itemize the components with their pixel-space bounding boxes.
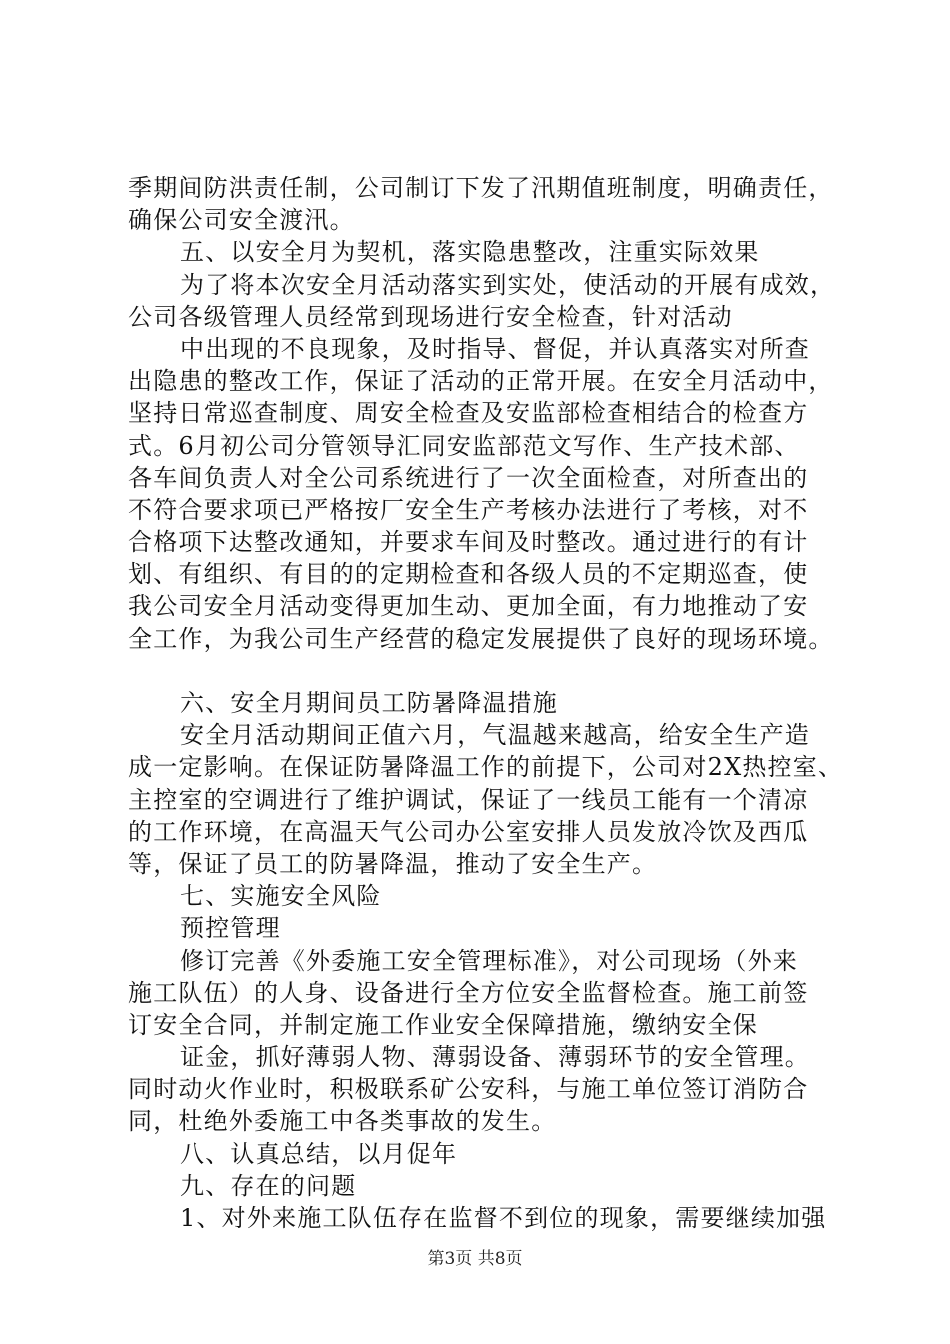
text-line: 合格项下达整改通知，并要求车间及时整改。通过进行的有计 [128, 528, 809, 557]
text-line: 证金，抓好薄弱人物、薄弱设备、薄弱环节的安全管理。 [180, 1043, 810, 1072]
text-line: 中出现的不良现象，及时指导、督促，并认真落实对所查 [180, 334, 810, 363]
text-line: 季期间防洪责任制，公司制订下发了汛期值班制度，明确责任， [128, 174, 834, 202]
document-body [128, 172, 848, 1234]
text-line: 安全月活动期间正值六月，气温越来越高，给安全生产造 [180, 721, 810, 750]
text-line: 修订完善《外委施工安全管理标准》，对公司现场（外来 [180, 946, 798, 975]
text-line: 公司各级管理人员经常到现场进行安全检查，针对活动 [128, 302, 733, 331]
text-line: 式。6月初公司分管领导汇同安监部范文写作、生产技术部、 [128, 431, 800, 460]
text-line: 同时动火作业时，积极联系矿公安科，与施工单位签订消防合 [128, 1075, 809, 1104]
text-line: 同，杜绝外委施工中各类事故的发生。 [128, 1107, 557, 1136]
text-line: 坚持日常巡查制度、周安全检查及安监部检查相结合的检查方 [128, 399, 809, 428]
text-line: 我公司安全月活动变得更加生动、更加全面，有力地推动了安 [128, 592, 809, 621]
text-line: 等，保证了员工的防暑降温，推动了安全生产。 [128, 849, 658, 878]
text-line: 九、存在的问题 [180, 1171, 357, 1200]
text-line: 确保公司安全渡汛。 [128, 206, 355, 235]
text-line: 六、安全月期间员工防暑降温措施 [180, 689, 558, 717]
text-line: 1、对外来施工队伍存在监督不到位的现象，需要继续加强 [180, 1204, 827, 1232]
page-footer: 第3页 共8页 [427, 1249, 523, 1269]
text-line: 的工作环境，在高温天气公司办公室安排人员发放冷饮及西瓜 [128, 817, 809, 846]
text-line: 订安全合同，并制定施工作业安全保障措施，缴纳安全保 [128, 1010, 758, 1039]
text-line: 预控管理 [180, 914, 281, 943]
text-line: 成一定影响。在保证防暑降温工作的前提下，公司对2X热控室、 [128, 753, 844, 782]
text-line: 全工作，为我公司生产经营的稳定发展提供了良好的现场环境。 [128, 624, 834, 653]
text-line: 五、以安全月为契机，落实隐患整改，注重实际效果 [180, 238, 760, 267]
text-line: 出隐患的整改工作，保证了活动的正常开展。在安全月活动中， [128, 367, 834, 396]
text-line: 划、有组织、有目的的定期检查和各级人员的不定期巡查，使 [128, 560, 809, 589]
text-line: 为了将本次安全月活动落实到实处，使活动的开展有成效， [180, 270, 836, 299]
text-line: 主控室的空调进行了维护调试，保证了一线员工能有一个清凉 [128, 785, 809, 814]
text-line: 不符合要求项已严格按厂安全生产考核办法进行了考核，对不 [128, 495, 809, 524]
text-line: 各车间负责人对全公司系统进行了一次全面检查，对所查出的 [128, 463, 809, 492]
text-line: 施工队伍）的人身、设备进行全方位安全监督检查。施工前签 [128, 978, 809, 1007]
text-line: 七、实施安全风险 [180, 882, 382, 911]
text-line: 八、认真总结，以月促年 [180, 1139, 458, 1168]
text-line [128, 655, 848, 687]
